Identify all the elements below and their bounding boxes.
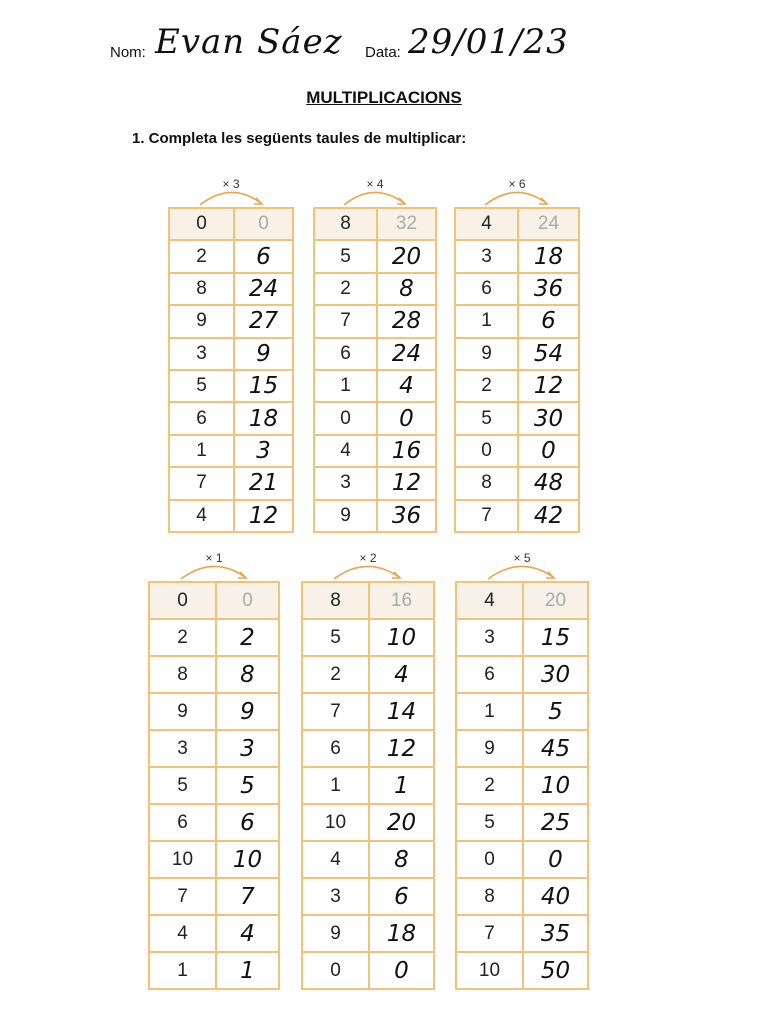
answer-cell[interactable]: 28: [391, 308, 422, 335]
factor-cell: 9: [170, 306, 235, 336]
example-result-cell: 24: [519, 209, 578, 239]
answer-cell[interactable]: 25: [540, 809, 571, 836]
multiplication-table: [301, 551, 435, 990]
answer-cell[interactable]: 35: [540, 920, 571, 947]
table-row: [170, 401, 292, 433]
table-row: [303, 951, 433, 988]
table-row: [456, 304, 578, 336]
table-row: [315, 272, 435, 304]
answer-cell[interactable]: 12: [386, 735, 417, 762]
factor-cell: 9: [315, 501, 378, 531]
table-row: [150, 618, 278, 655]
table-row: [457, 729, 587, 766]
table-row: [150, 803, 278, 840]
factor-cell: 8: [315, 209, 378, 239]
answer-cell[interactable]: 48: [533, 470, 564, 497]
table-row-example: [457, 583, 587, 618]
answer-cell[interactable]: 6: [256, 243, 271, 270]
example-result-cell: 16: [370, 583, 433, 618]
factor-cell: 2: [456, 371, 519, 401]
factor-cell: 2: [150, 620, 217, 655]
factor-cell: 1: [457, 694, 524, 729]
table-row: [150, 766, 278, 803]
operator-label: × 5: [513, 551, 531, 565]
answer-cell[interactable]: 0: [394, 957, 409, 984]
factor-cell: 4: [315, 436, 378, 466]
factor-cell: 5: [150, 768, 217, 803]
factor-cell: 4: [150, 916, 217, 951]
table-row: [315, 401, 435, 433]
operator-arrow: [301, 551, 435, 581]
factor-cell: 0: [456, 436, 519, 466]
example-result-cell: 32: [378, 209, 435, 239]
factor-cell: 5: [170, 371, 235, 401]
table-row: [315, 369, 435, 401]
table-row: [303, 877, 433, 914]
answer-cell[interactable]: 54: [533, 340, 564, 367]
answer-cell[interactable]: 15: [540, 624, 571, 651]
factor-cell: 8: [303, 583, 370, 618]
answer-cell[interactable]: 8: [399, 275, 414, 302]
factor-cell: 0: [315, 403, 378, 433]
factor-cell: 2: [315, 274, 378, 304]
operator-arrow: [148, 551, 280, 581]
factor-cell: 1: [315, 371, 378, 401]
operator-arrow: [313, 177, 437, 207]
factor-cell: 3: [150, 731, 217, 766]
factor-cell: 3: [303, 879, 370, 914]
table-row: [303, 655, 433, 692]
operator-label: × 3: [222, 177, 240, 191]
answer-cell[interactable]: 1: [240, 957, 255, 984]
answer-cell[interactable]: 7: [240, 883, 255, 910]
factor-cell: 1: [150, 953, 217, 988]
factor-cell: 8: [150, 657, 217, 692]
factor-cell: 0: [170, 209, 235, 239]
operator-label: × 6: [508, 177, 526, 191]
factor-cell: 4: [457, 583, 524, 618]
answer-cell[interactable]: 3: [240, 735, 255, 762]
answer-cell[interactable]: 36: [533, 275, 564, 302]
answer-cell[interactable]: 24: [248, 275, 279, 302]
table-row: [170, 337, 292, 369]
example-result-cell: 0: [235, 209, 292, 239]
answer-cell[interactable]: 8: [240, 661, 255, 688]
answer-cell[interactable]: 12: [248, 502, 279, 529]
table-row: [457, 618, 587, 655]
answer-cell[interactable]: 9: [256, 340, 271, 367]
multiplication-table: [148, 551, 280, 990]
table-row: [457, 877, 587, 914]
table-row: [170, 466, 292, 498]
table-row: [456, 337, 578, 369]
answer-cell[interactable]: 36: [391, 502, 422, 529]
factor-cell: 7: [150, 879, 217, 914]
factor-cell: 3: [457, 620, 524, 655]
answer-cell[interactable]: 24: [391, 340, 422, 367]
table-row: [170, 369, 292, 401]
operator-arrow: [455, 551, 589, 581]
operator-label: × 4: [366, 177, 384, 191]
factor-cell: 9: [150, 694, 217, 729]
answer-cell[interactable]: 1: [394, 772, 409, 799]
table-row: [457, 766, 587, 803]
table-row: [457, 914, 587, 951]
table-row: [150, 914, 278, 951]
table-row: [303, 766, 433, 803]
factor-cell: 6: [456, 274, 519, 304]
answer-cell[interactable]: 30: [540, 661, 571, 688]
table-grid: [455, 581, 589, 990]
answer-cell[interactable]: 8: [394, 846, 409, 873]
multiplication-table: [313, 177, 437, 533]
table-row: [457, 951, 587, 988]
factor-cell: 0: [457, 842, 524, 877]
answer-cell[interactable]: 16: [391, 437, 422, 464]
table-grid: [454, 207, 580, 533]
answer-cell[interactable]: 3: [256, 437, 271, 464]
factor-cell: 6: [150, 805, 217, 840]
name-label: Nom:: [110, 44, 146, 61]
table-row: [150, 951, 278, 988]
table-row: [303, 729, 433, 766]
factor-cell: 9: [303, 916, 370, 951]
table-row: [170, 304, 292, 336]
answer-cell[interactable]: 0: [399, 405, 414, 432]
table-row: [303, 914, 433, 951]
answer-cell[interactable]: 4: [240, 920, 255, 947]
multiplication-table: [168, 177, 294, 533]
table-row: [457, 692, 587, 729]
answer-cell[interactable]: 0: [541, 437, 556, 464]
answer-cell[interactable]: 5: [240, 772, 255, 799]
table-row: [170, 272, 292, 304]
factor-cell: 7: [170, 468, 235, 498]
factor-cell: 1: [170, 436, 235, 466]
answer-cell[interactable]: 27: [248, 308, 279, 335]
answer-cell[interactable]: 50: [540, 957, 571, 984]
table-row-example: [170, 209, 292, 239]
answer-cell[interactable]: 45: [540, 735, 571, 762]
table-row: [303, 803, 433, 840]
multiplication-table: [454, 177, 580, 533]
table-grid: [301, 581, 435, 990]
answer-cell[interactable]: 9: [240, 698, 255, 725]
table-row: [303, 692, 433, 729]
factor-cell: 7: [315, 306, 378, 336]
factor-cell: 6: [457, 657, 524, 692]
answer-cell[interactable]: 14: [386, 698, 417, 725]
table-row: [150, 655, 278, 692]
factor-cell: 5: [315, 241, 378, 271]
factor-cell: 7: [457, 916, 524, 951]
table-grid: [313, 207, 437, 533]
factor-cell: 1: [456, 306, 519, 336]
table-row: [456, 239, 578, 271]
factor-cell: 10: [150, 842, 217, 877]
answer-cell[interactable]: 4: [399, 373, 414, 400]
table-row-example: [315, 209, 435, 239]
instruction: 1. Completa les següents taules de multiplicar:: [132, 130, 467, 147]
answer-cell[interactable]: 6: [394, 883, 409, 910]
answer-cell[interactable]: 20: [386, 809, 417, 836]
operator-label: × 2: [359, 551, 377, 565]
table-row: [456, 369, 578, 401]
table-row: [457, 840, 587, 877]
table-row: [303, 618, 433, 655]
table-row: [456, 499, 578, 531]
table-row: [170, 239, 292, 271]
table-row: [315, 434, 435, 466]
example-result-cell: 20: [524, 583, 587, 618]
answer-cell[interactable]: 15: [248, 373, 279, 400]
answer-cell[interactable]: 5: [548, 698, 563, 725]
table-row: [170, 499, 292, 531]
name-value[interactable]: Evan Sáez: [155, 22, 343, 62]
table-grid: [148, 581, 280, 990]
factor-cell: 3: [315, 468, 378, 498]
date-value[interactable]: 29/01/23: [408, 22, 569, 62]
answer-cell[interactable]: 4: [394, 661, 409, 688]
table-row-example: [303, 583, 433, 618]
factor-cell: 5: [456, 403, 519, 433]
factor-cell: 6: [303, 731, 370, 766]
factor-cell: 1: [303, 768, 370, 803]
factor-cell: 2: [170, 241, 235, 271]
table-row: [315, 239, 435, 271]
answer-cell[interactable]: 21: [248, 470, 279, 497]
answer-cell[interactable]: 18: [386, 920, 417, 947]
table-row: [303, 840, 433, 877]
example-result-cell: 0: [217, 583, 278, 618]
table-row: [457, 803, 587, 840]
factor-cell: 2: [303, 657, 370, 692]
answer-cell[interactable]: 6: [541, 308, 556, 335]
factor-cell: 9: [457, 731, 524, 766]
table-row: [150, 840, 278, 877]
answer-cell[interactable]: 10: [540, 772, 571, 799]
table-row: [150, 729, 278, 766]
factor-cell: 8: [456, 468, 519, 498]
answer-cell[interactable]: 18: [533, 243, 564, 270]
answer-cell[interactable]: 12: [391, 470, 422, 497]
table-row-example: [150, 583, 278, 618]
factor-cell: 8: [170, 274, 235, 304]
table-row: [150, 692, 278, 729]
table-grid: [168, 207, 294, 533]
answer-cell[interactable]: 10: [232, 846, 263, 873]
answer-cell[interactable]: 20: [391, 243, 422, 270]
answer-cell[interactable]: 12: [533, 373, 564, 400]
factor-cell: 6: [315, 339, 378, 369]
table-row: [456, 401, 578, 433]
factor-cell: 4: [170, 501, 235, 531]
factor-cell: 5: [457, 805, 524, 840]
factor-cell: 7: [456, 501, 519, 531]
factor-cell: 3: [170, 339, 235, 369]
table-row: [315, 304, 435, 336]
answer-cell[interactable]: 6: [240, 809, 255, 836]
factor-cell: 2: [457, 768, 524, 803]
answer-cell[interactable]: 18: [248, 405, 279, 432]
factor-cell: 0: [303, 953, 370, 988]
operator-arrow: [454, 177, 580, 207]
factor-cell: 8: [457, 879, 524, 914]
table-row: [456, 466, 578, 498]
factor-cell: 0: [150, 583, 217, 618]
answer-cell[interactable]: 0: [548, 846, 563, 873]
factor-cell: 5: [303, 620, 370, 655]
answer-cell[interactable]: 10: [386, 624, 417, 651]
factor-cell: 10: [457, 953, 524, 988]
table-row: [170, 434, 292, 466]
table-row: [456, 272, 578, 304]
table-row: [457, 655, 587, 692]
page-title: MULTIPLICACIONS: [306, 88, 462, 107]
answer-cell[interactable]: 2: [240, 624, 255, 651]
table-row-example: [456, 209, 578, 239]
table-row: [456, 434, 578, 466]
factor-cell: 3: [456, 241, 519, 271]
factor-cell: 9: [456, 339, 519, 369]
table-row: [150, 877, 278, 914]
factor-cell: 4: [303, 842, 370, 877]
table-row: [315, 337, 435, 369]
operator-label: × 1: [205, 551, 223, 565]
table-row: [315, 466, 435, 498]
date-label: Data:: [365, 44, 401, 61]
table-row: [315, 499, 435, 531]
multiplication-table: [455, 551, 589, 990]
factor-cell: 10: [303, 805, 370, 840]
factor-cell: 6: [170, 403, 235, 433]
answer-cell[interactable]: 40: [540, 883, 571, 910]
answer-cell[interactable]: 42: [533, 502, 564, 529]
operator-arrow: [168, 177, 294, 207]
factor-cell: 4: [456, 209, 519, 239]
answer-cell[interactable]: 30: [533, 405, 564, 432]
factor-cell: 7: [303, 694, 370, 729]
